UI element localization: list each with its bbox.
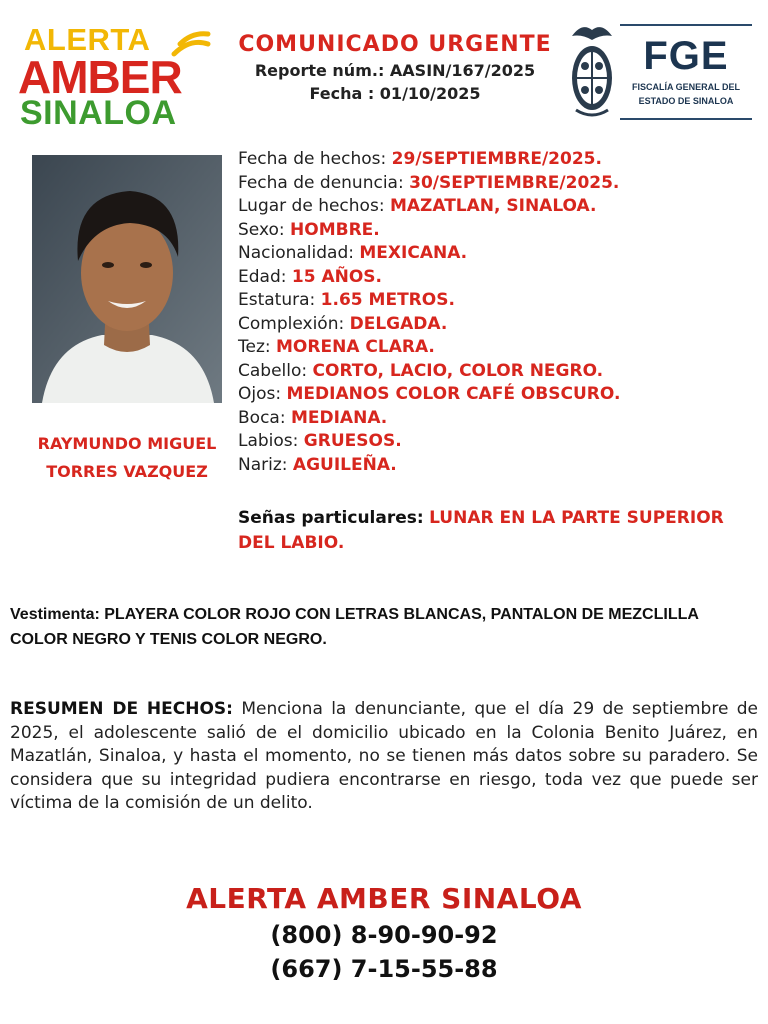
marks-label: Señas particulares:: [238, 508, 424, 528]
summary-label: RESUMEN DE HECHOS:: [10, 699, 233, 719]
header-block: [222, 32, 568, 103]
detail-row-age: Edad: 15 AÑOS.: [238, 266, 382, 287]
logo-line-amber: AMBER: [18, 51, 182, 103]
clothing-description: Vestimenta: PLAYERA COLOR ROJO CON LETRAS BLANCAS, PANTALON DE MEZCLILLA COLOR NEGRO Y TENIS COLOR NEGRO.: [10, 606, 699, 648]
report-date: Fecha : 01/10/2025: [309, 84, 481, 103]
person-details-list: [238, 148, 758, 477]
detail-row-lips: Labios: GRUESOS.: [238, 431, 402, 451]
phone-number-2[interactable]: (667) 7-15-55-88: [270, 955, 498, 983]
detail-row-height: Estatura: 1.65 METROS.: [238, 290, 455, 310]
detail-row-build: Complexión: DELGADA.: [238, 313, 448, 334]
fge-logo-text: FGE: [643, 34, 729, 78]
detail-row-eyes: Ojos: MEDIANOS COLOR CAFÉ OBSCURO.: [238, 384, 621, 404]
detail-row-sex: Sexo: HOMBRE.: [238, 219, 380, 240]
fge-subtitle-line2: ESTADO DE SINALOA: [638, 96, 734, 106]
detail-row-report-date: Fecha de denuncia: 30/SEPTIEMBRE/2025.: [238, 172, 620, 193]
logo-line-alerta: ALERTA: [24, 22, 151, 57]
detail-row-hair: Cabello: CORTO, LACIO, COLOR NEGRO.: [238, 360, 604, 381]
detail-row-nationality: Nacionalidad: MEXICANA.: [238, 243, 468, 263]
detail-row-nose: Nariz: AGUILEÑA.: [238, 454, 397, 475]
detail-row-complexion: Tez: MORENA CLARA.: [238, 337, 435, 357]
footer-title: ALERTA AMBER SINALOA: [186, 882, 582, 915]
state-seal-icon: [568, 22, 616, 120]
incident-summary: [10, 698, 758, 816]
person-name: [20, 430, 234, 486]
page-title: COMUNICADO URGENTE: [238, 32, 552, 57]
report-number: Reporte núm.: AASIN/167/2025: [254, 61, 536, 80]
alerta-amber-logo: [18, 22, 218, 130]
fge-subtitle-line1: FISCALÍA GENERAL DEL: [631, 82, 740, 92]
detail-row-mouth: Boca: MEDIANA.: [238, 407, 388, 428]
detail-row-place: Lugar de hechos: MAZATLAN, SINALOA.: [238, 196, 597, 216]
logo-line-sinaloa: SINALOA: [20, 94, 177, 132]
fge-logo: [620, 24, 752, 120]
phone-number-1[interactable]: (800) 8-90-90-92: [270, 921, 498, 949]
detail-row-incident-date: Fecha de hechos: 29/SEPTIEMBRE/2025.: [238, 149, 602, 169]
missing-person-photo: [32, 155, 222, 403]
person-name-line2: TORRES VAZQUEZ: [46, 462, 208, 481]
summary-text: Menciona la denunciante, que el día 29 de septiembre de 2025, el adolescente salió de el domicilio ubicado en la Colonia Benito Juárez, en Mazatlán, Sinaloa, y hasta el momento, no se tienen más datos sobre su paradero. Se considera que su integridad pudiera encontrarse en riesgo, toda vez que puede ser víctima de la comisión de un delito.: [10, 699, 759, 813]
footer-contact: [0, 882, 768, 983]
distinguishing-marks: [238, 506, 748, 556]
marks-value: LUNAR EN LA PARTE SUPERIOR DEL LABIO.: [238, 508, 724, 553]
person-name-line1: RAYMUNDO MIGUEL: [37, 434, 217, 453]
